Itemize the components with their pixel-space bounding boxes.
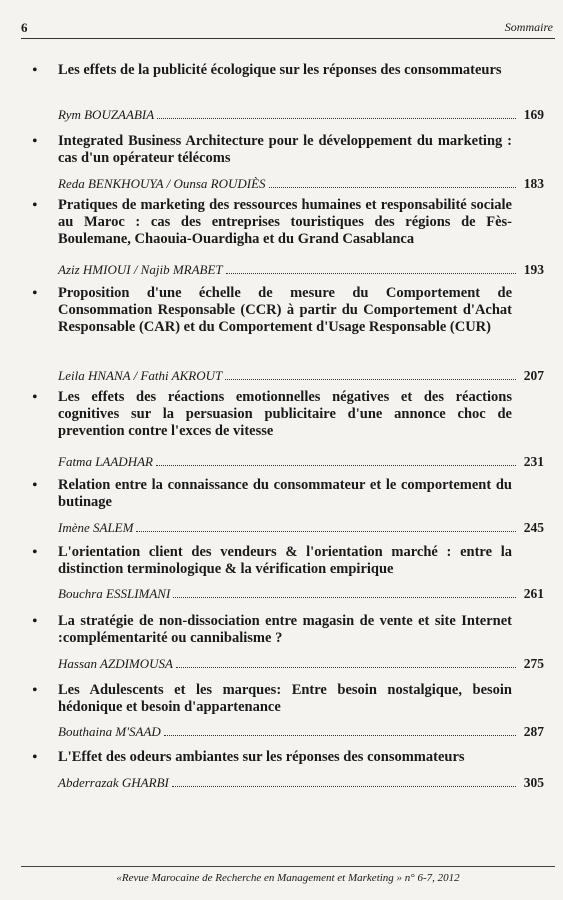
entry-authors: Leila HNANA / Fathi AKROUT	[58, 368, 223, 383]
entry-authors: Abderrazak GHARBI	[58, 775, 169, 790]
entry-title: Relation entre la connaissance du consommateur et le comportement du butinage	[58, 477, 512, 510]
entry-title: Les Adulescents et les marques: Entre besoin nostalgique, besoin hédonique et besoin d'appartenance	[58, 682, 512, 715]
entry-title: Integrated Business Architecture pour le développement du marketing : cas d'un opérateur télécoms	[58, 133, 512, 166]
bullet: •	[32, 613, 38, 630]
entry-title: La stratégie de non-dissociation entre magasin de vente et site Internet :complémentarité ou cannibalisme ?	[58, 613, 512, 646]
footer-rule	[21, 866, 555, 867]
bullet: •	[32, 477, 38, 494]
entry-page-number: 231	[523, 454, 544, 469]
entry-authors: Reda BENKHOUYA / Ounsa ROUDIÈS	[58, 176, 266, 191]
dot-leader	[226, 273, 516, 274]
bullet: •	[32, 682, 38, 699]
entry-page-number: 183	[523, 176, 544, 191]
entry-page-number: 287	[523, 724, 544, 739]
bullet: •	[32, 62, 38, 79]
entry-authors: Aziz HMIOUI / Najib MRABET	[58, 262, 223, 277]
entry-authors-line	[58, 585, 544, 602]
dot-leader	[172, 786, 516, 787]
entry-authors-line	[58, 774, 544, 791]
entry-page-number: 207	[523, 368, 544, 383]
bullet: •	[32, 544, 38, 561]
dot-leader	[173, 597, 515, 598]
dot-leader	[156, 465, 516, 466]
entry-authors-line	[58, 519, 544, 536]
dot-leader	[225, 379, 516, 380]
entry-page-number: 245	[523, 520, 544, 535]
entry-authors-line	[58, 453, 544, 470]
entry-title: Les effets des réactions emotionnelles négatives et des réactions cognitives sur la persuasion publicitaire d'une annonce choc de prevention contre l'exces de vitesse	[58, 389, 512, 439]
entry-authors: Rym BOUZAABIA	[58, 107, 155, 122]
bullet: •	[32, 389, 38, 406]
entry-page-number: 275	[523, 656, 544, 671]
bullet: •	[32, 197, 38, 214]
entry-title: Les effets de la publicité écologique sur les réponses des consommateurs	[58, 62, 502, 78]
bullet: •	[32, 285, 38, 302]
entry-page-number: 305	[523, 775, 544, 790]
page-number: 6	[21, 20, 28, 35]
entry-authors-line	[58, 723, 544, 740]
bullet: •	[32, 133, 38, 150]
dot-leader	[157, 118, 516, 119]
entry-authors-line	[58, 106, 544, 123]
entry-authors-line	[58, 261, 544, 278]
entry-page-number: 169	[523, 107, 544, 122]
entry-authors: Hassan AZDIMOUSA	[58, 656, 173, 671]
entry-authors: Fatma LAADHAR	[58, 454, 153, 469]
entry-title: L'orientation client des vendeurs & l'orientation marché : entre la distinction terminologique & la vérification empirique	[58, 544, 512, 577]
section-title: Sommaire	[504, 20, 553, 34]
entry-authors-line	[58, 367, 544, 384]
entry-title: Proposition d'une échelle de mesure du Comportement de Consommation Responsable (CCR) à partir du Comportement d'Achat Responsable (CAR) et du Comportement d'Usage Responsable (CUR)	[58, 285, 512, 335]
dot-leader	[269, 187, 516, 188]
entry-page-number: 193	[523, 262, 544, 277]
entry-authors: Bouthaina M'SAAD	[58, 724, 161, 739]
page-header	[21, 20, 553, 40]
entry-title: Pratiques de marketing des ressources humaines et responsabilité sociale au Maroc : cas des entreprises touristiques des régions de Fès-Boulemane, Chaouia-Ouardigha et du Grand Casablanca	[58, 197, 512, 247]
entry-authors-line	[58, 175, 544, 192]
bullet: •	[32, 749, 38, 766]
dot-leader	[136, 531, 515, 532]
header-rule	[21, 38, 555, 39]
dot-leader	[176, 667, 516, 668]
footer-citation: «Revue Marocaine de Recherche en Management et Marketing » n° 6-7, 2012	[116, 872, 460, 884]
entry-authors: Bouchra ESSLIMANI	[58, 586, 171, 601]
dot-leader	[164, 735, 516, 736]
entry-authors-line	[58, 655, 544, 672]
entry-authors: Imène SALEM	[58, 520, 134, 535]
entry-title: L'Effet des odeurs ambiantes sur les réponses des consommateurs	[58, 749, 465, 765]
entry-page-number: 261	[523, 586, 544, 601]
